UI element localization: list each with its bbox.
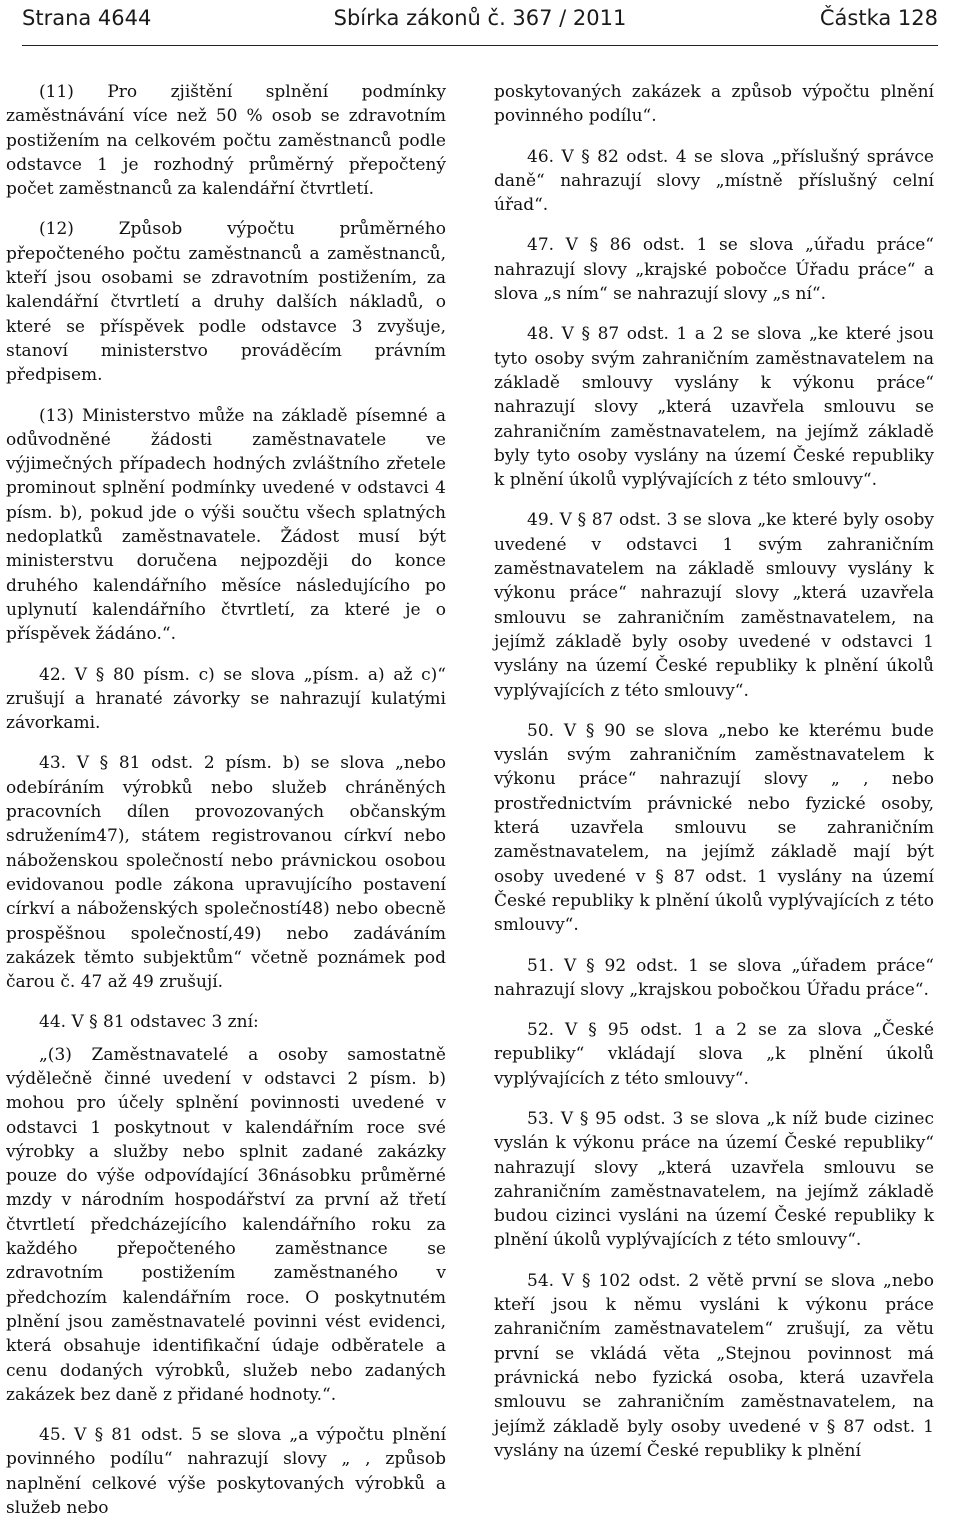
right-column bbox=[494, 80, 934, 1463]
point-49: 49. V § 87 odst. 3 se slova „ke které byly osoby uvedené v odstavci 1 svým zahraničním zaměstnavatelem na základě smlouvy vyslány k výkonu práce“ nahrazují slovy „která uzavřela smlouvu se zahraničním zaměstnavatelem, na jejímž základě byly osoby uvedené v odstavci 1 vyslány na území České republiky k plnění úkolů vyplývajících z této smlouvy“. bbox=[494, 510, 934, 701]
left-column bbox=[6, 80, 446, 1520]
point-47: 47. V § 86 odst. 1 se slova „úřadu práce“ nahrazují slovy „krajské pobočce Úřadu práce“ a slova „s ním“ se nahrazují slovy „s ní“. bbox=[494, 235, 934, 305]
paragraph-12: (12) Způsob výpočtu průměrného přepočteného počtu zaměstnanců a zaměstnanců, kteří jsou osobami se zdravotním postižením, za kalendářní čtvrtletí a druhy dalších nákladů, o které se příspěvek podle odstavce 3 zvyšuje, stanoví ministerstvo prováděcím právním předpisem. bbox=[6, 219, 446, 386]
header-rule bbox=[22, 45, 938, 46]
point-54: 54. V § 102 odst. 2 větě první se slova „nebo kteří jsou k němu vysláni k výkonu práce zahraničním zaměstnavatelem“ zrušují, za větu první se vkládá věta „Stejnou povinnost má právnická nebo fyzická osoba, která uzavřela smlouvu se zahraničním zaměstnavatelem, na jejímž základě byly osoby uvedené v § 87 odst. 1 vyslány na území České republiky k plnění bbox=[494, 1270, 934, 1461]
collection-title: Sbírka zákonů č. 367 / 2011 bbox=[333, 6, 627, 30]
point-51: 51. V § 92 odst. 1 se slova „úřadem práce“ nahrazují slovy „krajskou pobočkou Úřadu práce“. bbox=[494, 955, 934, 1000]
point-50: 50. V § 90 se slova „nebo ke kterému bude vyslán svým zahraničním zaměstnavatelem k výkonu práce“ nahrazují slovy „ , nebo prostřednictvím právnické nebo fyzické osoby, která uzavřela smlouvu se zahraničním zaměstnavatelem, na jejímž základě mají být osoby uvedené v § 87 odst. 1 vyslány na území České republiky k plnění úkolů vyplývajících z této smlouvy“. bbox=[494, 720, 934, 936]
point-48: 48. V § 87 odst. 1 a 2 se slova „ke které jsou tyto osoby svým zahraničním zaměstnavatelem na základě smlouvy vyslány k výkonu práce“ nahrazují slovy „která uzavřela smlouvu se zahraničním zaměstnavatelem, na jejímž základě byly tyto osoby vyslány na území České republiky k plnění úkolů vyplývajících z této smlouvy“. bbox=[494, 324, 934, 491]
point-43: 43. V § 81 odst. 2 písm. b) se slova „nebo odebíráním výrobků nebo služeb chráněných pracovních dílen provozovaných občanským sdružením47), státem registrovanou církví nebo náboženskou společností nebo právnickou osobou evidovanou podle zákona upravujícího postavení církví a náboženských společností48) nebo obecně prospěšnou společností,49) nebo zadáváním zakázek těmto subjektům“ včetně poznámek pod čarou č. 47 až 49 zrušují. bbox=[6, 753, 446, 993]
point-46: 46. V § 82 odst. 4 se slova „příslušný správce daně“ nahrazují slovy „místně příslušný celní úřad“. bbox=[494, 146, 934, 216]
issue-number: Částka 128 bbox=[819, 6, 938, 30]
page-number: Strana 4644 bbox=[22, 6, 152, 30]
page-header bbox=[22, 0, 938, 40]
paragraph-13: (13) Ministerstvo může na základě písemné a odůvodněné žádosti zaměstnavatele ve výjimečných případech hodných zvláštního zřetele prominout splnění podmínky uvedené v odstavci 4 písm. b), pokud jde o výši součtu všech splatných nedoplatků zaměstnavatele. Žádost musí být ministerstvu doručena nejpozději do konce druhého kalendářního měsíce následujícího po uplynutí kalendářního čtvrtletí, za které je o příspěvek žádáno.“. bbox=[6, 405, 446, 645]
point-45-continued: poskytovaných zakázek a způsob výpočtu plnění povinného podílu“. bbox=[494, 82, 934, 127]
point-44-text: „(3) Zaměstnavatelé a osoby samostatně výdělečně činné uvedení v odstavci 2 písm. b) mohou pro účely splnění povinnosti uvedené v odstavci 1 poskytnout v kalendářním roce své výrobky a služby nebo splnit zadané zakázky pouze do výše odpovídající 36násobku průměrné mzdy v národním hospodářství za první až třetí čtvrtletí předcházejícího kalendářního roku za každého přepočteného zaměstnance se zdravotním postižením zaměstnaného v předchozím kalendářním roce. O poskytnutém plnění jsou zaměstnavatelé povinni vést evidenci, která obsahuje identifikační údaje odběratele a cenu dodaných výrobků, služeb nebo zadaných zakázek bez daně z přidané hodnoty.“. bbox=[6, 1044, 446, 1405]
point-45: 45. V § 81 odst. 5 se slova „a výpočtu plnění povinného podílu“ nahrazují slovy „ , způsob naplnění celkové výše poskytovaných výrobků a služeb nebo bbox=[6, 1425, 446, 1519]
paragraph-11: (11) Pro zjištění splnění podmínky zaměstnávání více než 50 % osob se zdravotním postižením na celkovém počtu zaměstnanců podle odstavce 1 je rozhodný průměrný přepočtený počet zaměstnanců za kalendářní čtvrtletí. bbox=[6, 82, 446, 200]
point-44: 44. V § 81 odstavec 3 zní: bbox=[39, 1012, 259, 1033]
point-42: 42. V § 80 písm. c) se slova „písm. a) až c)“ zrušují a hranaté závorky se nahrazují kulatými závorkami. bbox=[6, 664, 446, 734]
point-52: 52. V § 95 odst. 1 a 2 se za slova „České republiky“ vkládají slova „k plnění úkolů vyplývajících z této smlouvy“. bbox=[494, 1020, 934, 1089]
point-53: 53. V § 95 odst. 3 se slova „k níž bude cizinec vyslán k výkonu práce na území České republiky“ nahrazují slovy „která uzavřela smlouvu se zahraničním zaměstnavatelem, na jejímž základě budou cizinci vysláni na území České republiky k plnění úkolů vyplývajících z této smlouvy“. bbox=[494, 1108, 934, 1251]
